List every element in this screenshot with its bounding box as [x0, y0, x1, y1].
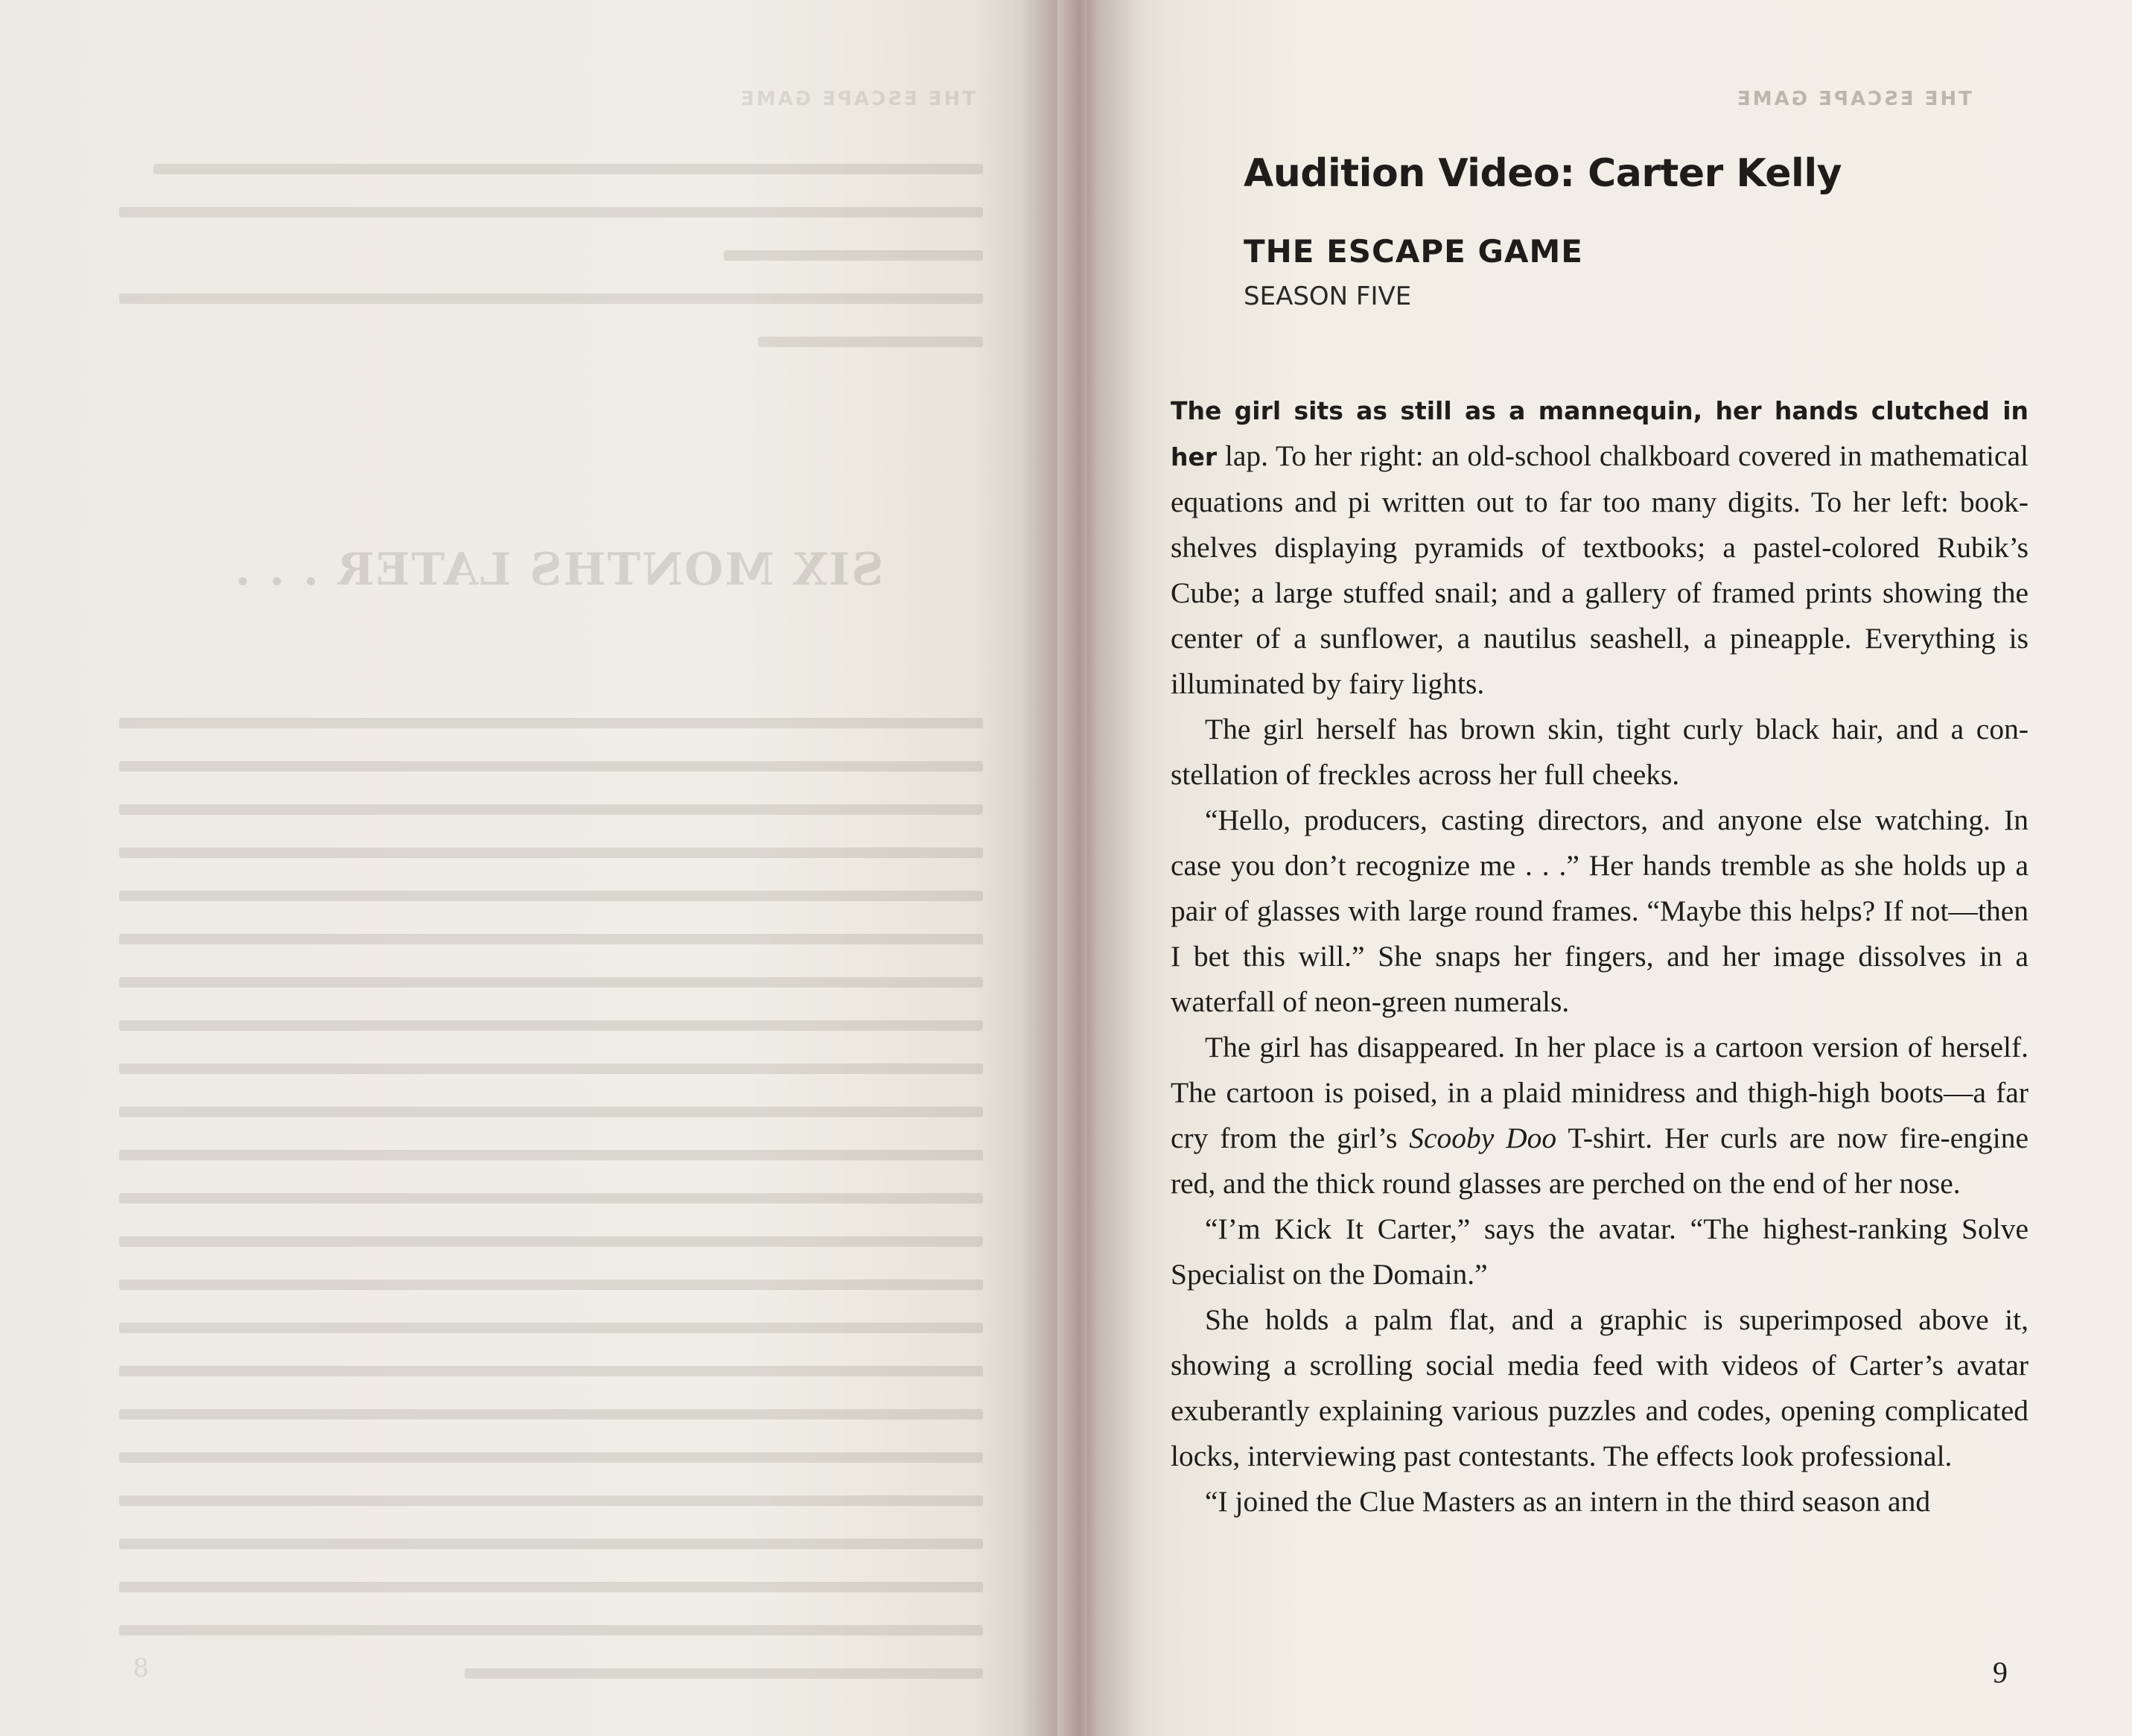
season-label: SEASON FIVE: [1244, 282, 1412, 311]
left-page-heading: SIX MONTHS LATER . . .: [233, 544, 884, 596]
show-through-lines: [119, 164, 983, 1711]
paragraph: “Hello, producers, casting directors, and anyone else watching. In case you don’t recognize me . . .” Her hands tremble as she holds up a pair of glasses with large round frames. “Maybe this helps? If not—then I bet this will.” She snaps her fingers, and her image dissolves in a waterfall of neon-green numerals.: [1171, 804, 2028, 1018]
paragraph: [1171, 387, 2028, 707]
italic-title: Scooby Doo: [1409, 1122, 1557, 1154]
paragraph: “I joined the Clue Masters as an intern in the third season and: [1205, 1485, 1931, 1518]
paragraph-text: lap. To her right: an old-school chalkboard covered in mathematical equations and pi written out to far too many digits. To her left: bookshelves displaying pyramids of textbooks; a pastel-colored Rubik’s Cube; a large stuffed snail; and a gallery of framed prints showing the center of a sunflower, a nautilus seashell, a pineapple. Everything is illuminated by fairy lights.: [1171, 439, 2028, 700]
left-page-number: 8: [133, 1653, 149, 1683]
lead-in-text: The girl sits as still as a mannequin, her hands clutched in her: [1171, 396, 2028, 471]
chapter-title: Audition Video: Carter Kelly: [1244, 151, 1842, 196]
left-page: [0, 0, 1057, 1736]
paragraph-text: T-shirt. Her curls are now fire-engine red, and the thick round glasses are perched on the end of her nose.: [1171, 1122, 2028, 1200]
show-title: THE ESCAPE GAME: [1244, 233, 1583, 270]
body-text: [1171, 387, 2028, 1524]
paragraph: The girl herself has brown skin, tight curly black hair, and a constellation of freckles across her full cheeks.: [1171, 713, 2028, 791]
paragraph: [1171, 1025, 2028, 1206]
right-page-number: 9: [1993, 1656, 2008, 1689]
book-gutter: [1020, 0, 1139, 1736]
right-running-header: THE ESCAPE GAME: [1735, 88, 1972, 110]
paragraph: She holds a palm flat, and a graphic is superimposed above it, showing a scrolling social media feed with videos of Carter’s avatar exuberantly explaining various puzzles and codes, opening complicated locks, interviewing past contestants. The effects look professional.: [1171, 1303, 2028, 1472]
paragraph: “I’m Kick It Carter,” says the avatar. “The highest-ranking Solve Specialist on the Domain.”: [1171, 1212, 2028, 1291]
paragraph-text: The girl has disappeared. In her place is a cartoon version of herself. The cartoon is poised, in a plaid minidress and thigh-high boots—a far cry from the girl’s: [1171, 1031, 2028, 1154]
left-running-header: THE ESCAPE GAME: [739, 88, 976, 110]
show-through-text: [119, 74, 983, 1713]
